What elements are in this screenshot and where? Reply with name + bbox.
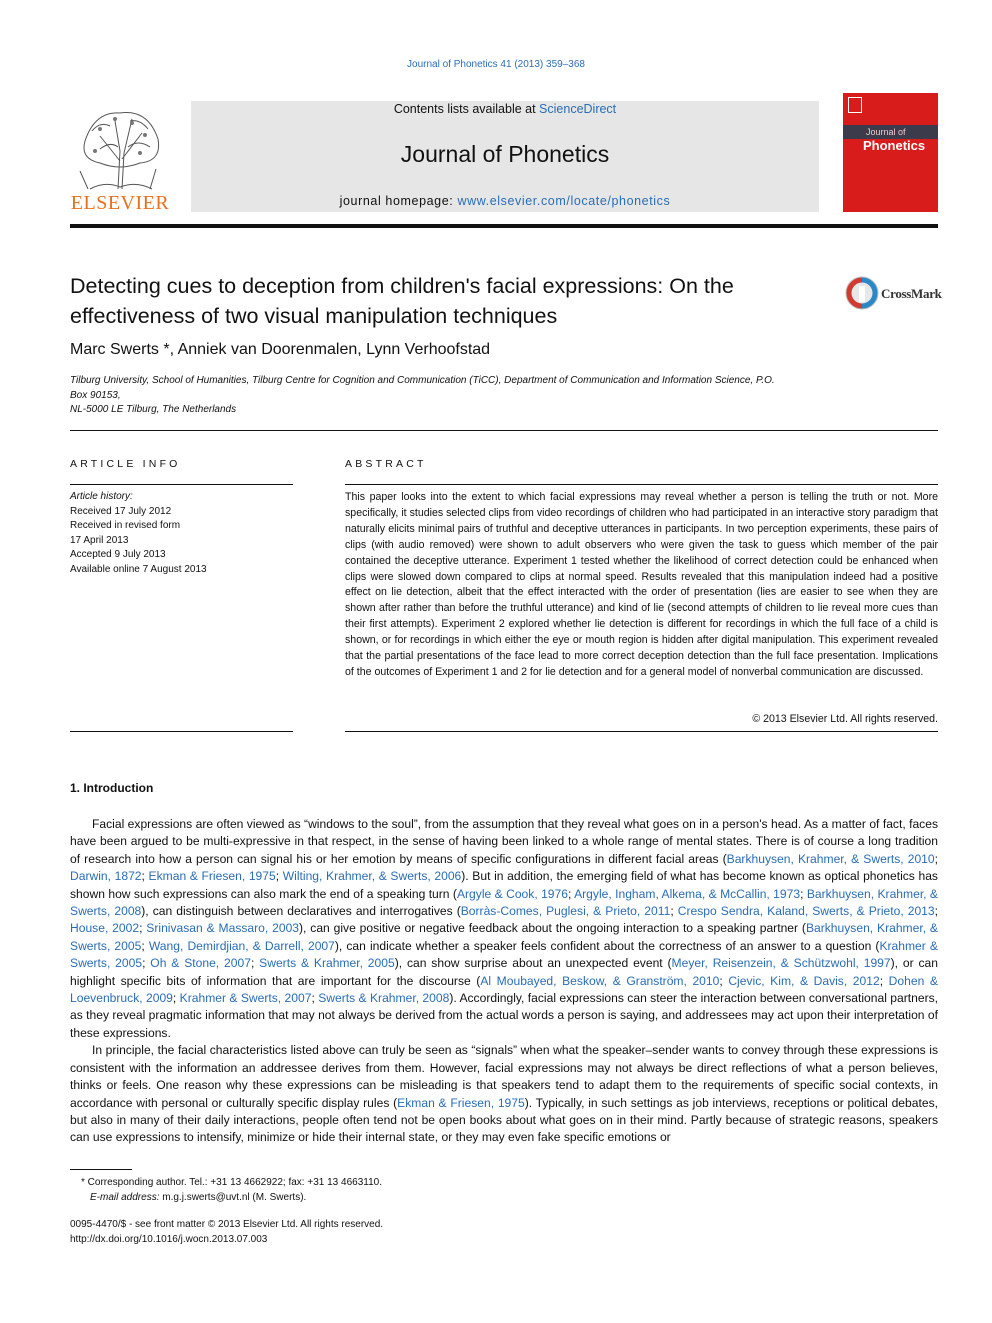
paragraph-text: ; bbox=[139, 921, 147, 936]
paragraph-text: ), or can highlight specific bits of information that are important for the discourse ( bbox=[70, 956, 938, 988]
homepage-link[interactable]: www.elsevier.com/locate/phonetics bbox=[457, 194, 671, 208]
abstract-heading: ABSTRACT bbox=[345, 458, 427, 470]
citation-link[interactable]: Dohen & Loevenbruck, 2009 bbox=[70, 973, 938, 1006]
paragraph-text: ; bbox=[567, 886, 575, 901]
cover-kicker: Journal of bbox=[866, 127, 906, 137]
paragraph-text: ), can distinguish between declaratives and interrogatives ( bbox=[141, 904, 461, 919]
history-entry: Received 17 July 2012 bbox=[70, 505, 172, 517]
paragraph-text: Facial expressions are often viewed as “windows to the soul”, from the assumption that they reveal what goes on in a person's head. As a matter of fact, faces have been argued to be multi-expressive in that respect, in the sense of having been linked to a whole range of mental states. There is of course a long tradition of research into how a person can signal his or her emotion by means of specific configurations in different facial areas ( bbox=[70, 817, 938, 866]
citation-link[interactable]: Barkhuysen, Krahmer, & Swerts, 2010 bbox=[726, 851, 935, 866]
article-info-bottom-rule bbox=[70, 731, 293, 732]
paragraph-text: ; bbox=[250, 956, 260, 971]
abstract-bottom-rule bbox=[345, 731, 938, 732]
paragraph-text: ), can show surprise about an unexpected event ( bbox=[394, 956, 672, 971]
paragraph-text: ; bbox=[934, 851, 938, 866]
contents-prefix: Contents lists available at bbox=[393, 102, 540, 116]
paragraph-text: ; bbox=[670, 904, 678, 919]
paragraph-text: ; bbox=[719, 973, 729, 988]
affiliation-line: Tilburg University, School of Humanities, Tilburg Centre for Cognition and Communication (TiCC), Department of Communication and Information Science, P.O. bbox=[70, 375, 775, 386]
section-heading-introduction: 1. Introduction bbox=[70, 781, 154, 795]
citation-link[interactable]: Wang, Demirdjian, & Darrell, 2007 bbox=[148, 938, 335, 953]
paragraph-text: ; bbox=[311, 991, 319, 1006]
email-address[interactable]: m.g.j.swerts@uvt.nl (M. Swerts). bbox=[159, 1191, 307, 1203]
paragraph-text: ; bbox=[800, 886, 807, 901]
elsevier-logo-text: ELSEVIER bbox=[70, 192, 170, 214]
crossmark-icon[interactable] bbox=[845, 276, 879, 310]
paragraph-text: ), can indicate whether a speaker feels confident about the correctness of an answer to a question ( bbox=[334, 938, 880, 953]
homepage-prefix: journal homepage: bbox=[339, 194, 458, 208]
header-divider bbox=[70, 224, 938, 228]
history-entry: Received in revised form bbox=[70, 520, 181, 531]
paragraph-text: ; bbox=[934, 904, 939, 919]
paragraph-text: ; bbox=[879, 973, 889, 988]
citation-link[interactable]: Barkhuysen, Krahmer, & Swerts, 2008 bbox=[70, 886, 938, 919]
footnotes bbox=[81, 1176, 382, 1205]
paragraph-text: ), can give positive or negative feedback about the ongoing interaction to a speaking partner ( bbox=[299, 921, 806, 936]
email-label: E-mail address: bbox=[90, 1191, 160, 1203]
crossmark-label[interactable]: CrossMark bbox=[881, 286, 942, 301]
citation-link[interactable]: Wilting, Krahmer, & Swerts, 2006 bbox=[282, 869, 462, 884]
introduction-body bbox=[70, 816, 938, 1147]
corresponding-author-note: * Corresponding author. Tel.: +31 13 4662922; fax: +31 13 4663110. bbox=[81, 1177, 382, 1188]
citation-link[interactable]: Swerts & Krahmer, 2008 bbox=[318, 991, 450, 1006]
paragraph-text: ). But in addition, the emerging field of what has become known as optical phonetics has shown how such expressions can also mark the end of a speaking turn ( bbox=[70, 869, 938, 901]
journal-reference[interactable]: Journal of Phonetics 41 (2013) 359–368 bbox=[407, 59, 585, 70]
citation-link[interactable]: Ekman & Friesen, 1975 bbox=[148, 869, 276, 884]
citation-link[interactable]: Cjevic, Kim, & Davis, 2012 bbox=[728, 973, 880, 988]
citation-link[interactable]: Barkhuysen, Krahmer, & Swerts, 2005 bbox=[70, 921, 938, 953]
author-list: Marc Swerts *, Anniek van Doorenmalen, Lynn Verhoofstad bbox=[70, 341, 491, 358]
paragraph bbox=[70, 816, 938, 1042]
abstract-copyright: © 2013 Elsevier Ltd. All rights reserved. bbox=[752, 713, 938, 725]
paragraph-text: ). Accordingly, facial expressions can steer the interaction between conversational partners, as they reveal pragmatic information that may not always be derived from the actual words a person is saying, and addressees may act upon their interpretation of these expressions. bbox=[70, 991, 939, 1040]
paragraph-text: ; bbox=[275, 869, 283, 884]
abstract-text: This paper looks into the extent to which facial expressions may reveal whether a person is telling the truth or not. More specifically, it studies selected clips from video recordings of children who had participated in an interactive story paradigm that naturally elicits minimal pairs of truthful and deceptive utterances in participants. In two perception experiments, these pairs of clips (with audio removed) were shown to adult observers who were given the task to guess which member of the pair contained the deceptive utterance. Experiment 1 tested whether the likelihood of correct detection could be enhanced when clips were slowed down compared to clips at normal speed. Results revealed that this manipulation indeed had a positive effect on lie detection, albeit that the effect interacted with the order of presentation (lies are easier to see when they are shown after rather than before the truthful utterance) and kind of lie (second attempts of children to lie reveal more cues than their first attempts). Experiment 2 explored whether lie detection is different for recordings in which the full face of a child is shown, or for recordings in which either the eye or mouth region is hidden after digital manipulation. This experiment revealed that the partial presentations of the face lead to more correct deception detection than the full face presentation. Implications of the outcomes of Experiment 1 and 2 for lie detection and for a general model of nonverbal communication are discussed. bbox=[345, 491, 938, 678]
paragraph-text: ). Typically, in such settings as job interviews, receptions or political debates, but also in many of their daily interactions, people often tend not be open books about what goes on in their mind. Partly because of strategic reasons, speakers can use expressions to intensify, minimize or hide their internal state, or they may even fake specific emotions or bbox=[70, 1095, 938, 1145]
sciencedirect-link[interactable]: ScienceDirect bbox=[539, 102, 617, 116]
citation-link[interactable]: Swerts & Krahmer, 2005 bbox=[259, 956, 395, 971]
citation-link[interactable]: Ekman & Friesen, 1975 bbox=[397, 1095, 525, 1110]
affiliation-line: Box 90153, bbox=[70, 389, 121, 401]
citation-link[interactable]: Krahmer & Swerts, 2007 bbox=[179, 991, 312, 1006]
article-info-rule bbox=[70, 484, 293, 485]
email-note bbox=[81, 1191, 382, 1206]
citation-link[interactable]: Srinivasan & Massaro, 2003 bbox=[146, 921, 300, 936]
citation-link[interactable]: House, 2002 bbox=[70, 921, 140, 936]
citation-link[interactable]: Al Moubayed, Beskow, & Granström, 2010 bbox=[480, 973, 720, 988]
citation-link[interactable]: Meyer, Reisenzein, & Schützwohl, 1997 bbox=[671, 956, 891, 971]
citation-link[interactable]: Darwin, 1872 bbox=[70, 869, 142, 884]
citation-link[interactable]: Borràs-Comes, Puglesi, & Prieto, 2011 bbox=[460, 904, 671, 919]
article-history bbox=[70, 490, 207, 577]
paragraph-text: In principle, the facial characteristics listed above can truly be seen as “signals” when what the speaker–sender wants to convey through these expressions is consistent with the information an addressee derives from them. However, facial expressions may not always be direct reflections of what a person believes, thinks or feels. One reason why these expressions can be misleading is that speakers tend to adapt them to the requirements of specific social contexts, in accordance with personal or culturally specific display rules ( bbox=[70, 1043, 938, 1110]
affiliation bbox=[70, 374, 830, 418]
footnote-rule bbox=[70, 1169, 132, 1170]
title-divider bbox=[70, 430, 938, 431]
citation-link[interactable]: Argyle & Cook, 1976 bbox=[456, 886, 568, 901]
paragraph-text: ; bbox=[142, 956, 151, 971]
affiliation-line: NL-5000 LE Tilburg, The Netherlands bbox=[70, 404, 237, 416]
citation-link[interactable]: Argyle, Ingham, Alkema, & McCallin, 1973 bbox=[574, 886, 801, 901]
doi-line[interactable]: http://dx.doi.org/10.1016/j.wocn.2013.07.003 bbox=[70, 1233, 268, 1245]
journal-title: Journal of Phonetics bbox=[400, 141, 610, 167]
citation-link[interactable]: Oh & Stone, 2007 bbox=[150, 956, 251, 971]
contents-line bbox=[191, 102, 819, 116]
history-entry: Accepted 9 July 2013 bbox=[70, 549, 166, 560]
abstract-rule bbox=[345, 484, 938, 485]
article-info-heading: ARTICLE INFO bbox=[70, 458, 181, 470]
history-label: Article history: bbox=[70, 491, 133, 502]
homepage-line bbox=[191, 194, 819, 208]
issn-line: 0095-4470/$ - see front matter © 2013 Elsevier Ltd. All rights reserved. bbox=[70, 1219, 384, 1230]
article-title: Detecting cues to deception from children's facial expressions: On the effectiveness of two visual manipulation techniques bbox=[70, 274, 734, 328]
paragraph-text: ; bbox=[141, 869, 149, 884]
cover-title: Phonetics bbox=[863, 138, 926, 153]
history-entry: 17 April 2013 bbox=[70, 534, 129, 546]
cover-emblem-icon bbox=[848, 97, 862, 113]
paragraph-text: ; bbox=[172, 991, 180, 1006]
paragraph-text: ; bbox=[141, 938, 149, 953]
issn-block bbox=[70, 1218, 383, 1247]
paragraph bbox=[70, 1042, 938, 1146]
history-entry: Available online 7 August 2013 bbox=[70, 563, 207, 575]
citation-link[interactable]: Krahmer & Swerts, 2005 bbox=[70, 938, 938, 971]
citation-link[interactable]: Crespo Sendra, Kaland, Swerts, & Prieto, 2013 bbox=[677, 904, 935, 919]
